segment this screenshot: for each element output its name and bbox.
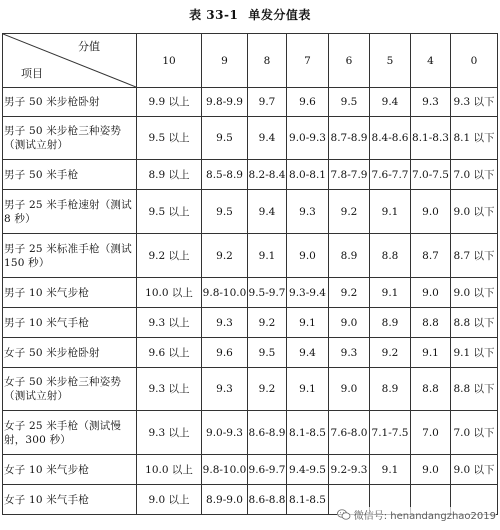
score-value-cell: 9.1 — [370, 455, 411, 485]
wechat-icon — [337, 509, 351, 520]
score-value-cell: 9.2-9.3 — [329, 455, 370, 485]
table-title — [0, 6, 500, 23]
table-row — [3, 190, 498, 234]
header-row — [3, 34, 498, 88]
score-value-cell: 9.8-10.0 — [202, 278, 248, 308]
table-row — [3, 234, 498, 278]
corner-cell — [3, 34, 137, 88]
score-value-cell: 9.6 — [287, 88, 329, 117]
event-name-cell: 女子 50 米步枪三种姿势（测试立射） — [3, 368, 137, 411]
score-value-cell: 9.5 — [248, 338, 287, 368]
event-name-cell: 女子 50 米步枪卧射 — [3, 338, 137, 368]
watermark-text: 微信号: henandangzhao2019 — [353, 511, 496, 522]
score-value-cell: 9.5 — [329, 88, 370, 117]
score-table — [2, 33, 498, 515]
score-header: 7 — [287, 34, 329, 88]
score-value-cell: 9.2 — [202, 234, 248, 278]
score-value-cell: 10.0 以上 — [137, 278, 202, 308]
score-value-cell: 7.0-7.5 — [411, 160, 451, 190]
score-value-cell: 7.6-7.7 — [370, 160, 411, 190]
score-header: 9 — [202, 34, 248, 88]
table-row — [3, 338, 498, 368]
event-name-cell: 男子 25 米标准手枪（测试 150 秒） — [3, 234, 137, 278]
score-value-cell: 9.0 — [287, 234, 329, 278]
score-value-cell: 9.6-9.7 — [248, 455, 287, 485]
table-number: 表 33-1 — [189, 8, 239, 22]
score-value-cell: 8.9 — [370, 308, 411, 338]
watermark — [337, 507, 496, 522]
score-value-cell: 9.5 以上 — [137, 190, 202, 234]
score-value-cell: 9.2 — [329, 190, 370, 234]
event-name-cell: 男子 25 米手枪速射（测试 8 秒） — [3, 190, 137, 234]
table-row — [3, 368, 498, 411]
score-value-cell: 9.0 以下 — [451, 278, 498, 308]
score-value-cell: 8.7 — [411, 234, 451, 278]
score-value-cell: 8.1 以下 — [451, 117, 498, 160]
score-value-cell: 9.6 — [202, 338, 248, 368]
score-value-cell: 9.0 — [329, 308, 370, 338]
score-value-cell: 8.9 — [370, 368, 411, 411]
score-value-cell: 8.8 — [370, 234, 411, 278]
score-value-cell: 9.3 以上 — [137, 368, 202, 411]
score-value-cell: 9.1 — [287, 368, 329, 411]
score-value-cell: 7.0 — [411, 411, 451, 455]
table-row — [3, 160, 498, 190]
event-name-cell: 女子 25 米手枪（测试慢射，300 秒） — [3, 411, 137, 455]
score-header: 8 — [248, 34, 287, 88]
table-row — [3, 411, 498, 455]
score-value-cell: 9.5 — [202, 190, 248, 234]
score-value-cell: 8.2-8.4 — [248, 160, 287, 190]
score-value-cell: 9.1 — [411, 338, 451, 368]
score-value-cell: 9.8-10.0 — [202, 455, 248, 485]
score-value-cell: 9.5 以上 — [137, 117, 202, 160]
score-value-cell: 8.7-8.9 — [329, 117, 370, 160]
score-value-cell: 9.7 — [248, 88, 287, 117]
score-value-cell: 8.5-8.9 — [202, 160, 248, 190]
score-value-cell: 9.6 以上 — [137, 338, 202, 368]
score-value-cell: 9.3 — [202, 368, 248, 411]
score-value-cell: 9.0 以下 — [451, 190, 498, 234]
score-value-cell: 8.7 以下 — [451, 234, 498, 278]
score-value-cell: 9.2 — [248, 308, 287, 338]
event-name-cell: 男子 50 米步枪卧射 — [3, 88, 137, 117]
score-header: 0 — [451, 34, 498, 88]
score-value-cell: 9.3 — [202, 308, 248, 338]
score-value-cell: 8.8 — [411, 308, 451, 338]
score-value-cell: 9.0 — [411, 455, 451, 485]
score-value-cell: 8.6-8.9 — [248, 411, 287, 455]
score-value-cell: 9.5 — [202, 117, 248, 160]
score-value-cell: 9.3 — [329, 338, 370, 368]
score-value-cell: 9.5-9.7 — [248, 278, 287, 308]
score-value-cell: 9.4 — [287, 338, 329, 368]
score-value-cell: 9.2 — [248, 368, 287, 411]
score-value-cell: 8.1-8.5 — [287, 485, 329, 515]
score-value-cell: 9.4 — [248, 190, 287, 234]
score-value-cell: 9.2 以上 — [137, 234, 202, 278]
table-row — [3, 88, 498, 117]
score-value-cell: 10.0 以上 — [137, 455, 202, 485]
score-value-cell: 8.6-8.8 — [248, 485, 287, 515]
score-value-cell: 9.0 以上 — [137, 485, 202, 515]
score-value-cell: 9.0-9.3 — [287, 117, 329, 160]
table-caption: 单发分值表 — [248, 8, 311, 22]
score-header: 10 — [137, 34, 202, 88]
score-value-cell: 8.0-8.1 — [287, 160, 329, 190]
score-value-cell: 8.8 — [411, 368, 451, 411]
table-row — [3, 455, 498, 485]
score-value-cell: 9.8-9.9 — [202, 88, 248, 117]
score-value-cell: 8.9-9.0 — [202, 485, 248, 515]
score-header: 4 — [411, 34, 451, 88]
score-value-cell: 9.3 — [287, 190, 329, 234]
score-value-cell: 8.8 以下 — [451, 368, 498, 411]
score-value-cell: 8.4-8.6 — [370, 117, 411, 160]
score-value-cell: 7.8-7.9 — [329, 160, 370, 190]
score-value-cell: 9.3 — [411, 88, 451, 117]
score-value-cell: 9.9 以上 — [137, 88, 202, 117]
corner-item-label: 项目 — [21, 67, 43, 80]
event-name-cell: 男子 50 米步枪三种姿势（测试立射） — [3, 117, 137, 160]
table-row — [3, 117, 498, 160]
score-value-cell: 9.0 — [411, 278, 451, 308]
score-value-cell: 9.0 — [329, 368, 370, 411]
score-value-cell: 7.1-7.5 — [370, 411, 411, 455]
score-value-cell: 9.0 — [411, 190, 451, 234]
score-value-cell: 8.1-8.3 — [411, 117, 451, 160]
score-value-cell: 9.3-9.4 — [287, 278, 329, 308]
event-name-cell: 男子 10 米气手枪 — [3, 308, 137, 338]
score-value-cell: 9.0 以下 — [451, 455, 498, 485]
table-row — [3, 308, 498, 338]
score-value-cell: 8.1-8.5 — [287, 411, 329, 455]
score-value-cell: 9.2 — [329, 278, 370, 308]
score-value-cell: 9.1 以下 — [451, 338, 498, 368]
score-value-cell: 9.4 — [248, 117, 287, 160]
event-name-cell: 女子 10 米气手枪 — [3, 485, 137, 515]
score-value-cell: 8.9 以上 — [137, 160, 202, 190]
score-value-cell: 9.1 — [287, 308, 329, 338]
score-value-cell: 7.6-8.0 — [329, 411, 370, 455]
score-value-cell: 7.0 以下 — [451, 411, 498, 455]
score-value-cell: 9.3 以下 — [451, 88, 498, 117]
event-name-cell: 男子 50 米手枪 — [3, 160, 137, 190]
table-row — [3, 278, 498, 308]
score-value-cell: 9.0-9.3 — [202, 411, 248, 455]
corner-score-label: 分值 — [78, 40, 100, 53]
score-value-cell: 9.1 — [248, 234, 287, 278]
score-header: 5 — [370, 34, 411, 88]
score-value-cell: 8.9 — [329, 234, 370, 278]
score-value-cell: 9.1 — [370, 190, 411, 234]
score-value-cell: 9.4-9.5 — [287, 455, 329, 485]
score-value-cell: 9.3 以上 — [137, 411, 202, 455]
score-value-cell: 9.3 以上 — [137, 308, 202, 338]
score-value-cell: 9.1 — [370, 278, 411, 308]
score-header: 6 — [329, 34, 370, 88]
event-name-cell: 女子 10 米气步枪 — [3, 455, 137, 485]
score-value-cell: 9.2 — [370, 338, 411, 368]
event-name-cell: 男子 10 米气步枪 — [3, 278, 137, 308]
score-value-cell: 8.8 以下 — [451, 308, 498, 338]
score-value-cell: 9.4 — [370, 88, 411, 117]
score-value-cell: 7.0 以下 — [451, 160, 498, 190]
